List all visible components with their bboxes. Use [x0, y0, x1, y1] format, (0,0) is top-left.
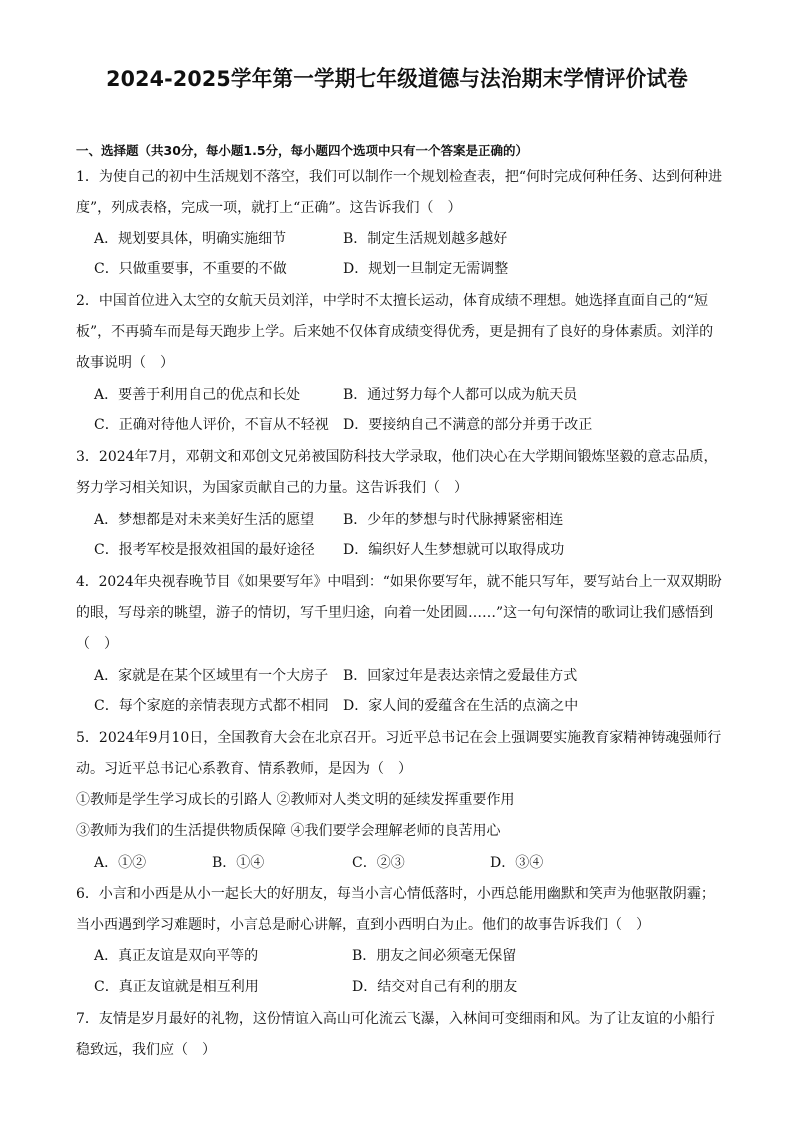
q5-option-a: A．①② — [94, 855, 147, 871]
q5-stem-line-2: 动。习近平总书记心系教育、情系教师，是因为（ ） — [76, 761, 412, 777]
q5-option-d: D．③④ — [490, 855, 544, 871]
q4-stem-line-1: 4．2024年央视春晚节目《如果要写年》中唱到：“如果你要写年，就不能只写年，要写站台上一双双期盼 — [76, 574, 722, 590]
q6-stem-line-1: 6．小言和小西是从小一起长大的好朋友，每当小言心情低落时，小西总能用幽默和笑声为他驱散阴霾； — [76, 886, 715, 902]
q4-option-d: D．家人间的爱蕴含在生活的点滴之中 — [343, 698, 579, 714]
q1-stem-line-1: 1．为使自己的初中生活规划不落空，我们可以制作一个规划检查表，把“何时完成何种任务、达到何种进 — [76, 169, 723, 185]
q4-option-c: C．每个家庭的亲情表现方式都不相同 — [94, 698, 329, 714]
q4-stem-line-2: 的眼，写母亲的眺望，游子的情切，写千里归途，向着一处团圆……”这一句句深情的歌词让我们感悟到 — [76, 605, 714, 621]
q5-stem-line-1: 5．2024年9月10日，全国教育大会在北京召开。习近平总书记在会上强调要实施教育家精神铸魂强师行 — [76, 730, 722, 746]
q1-option-a: A．规划要具体，明确实施细节 — [94, 231, 287, 247]
q4-stem-line-3: （ ） — [76, 636, 118, 652]
q3-option-c: C．报考军校是报效祖国的最好途径 — [94, 542, 315, 558]
q6-option-d: D．结交对自己有利的朋友 — [352, 979, 518, 995]
q6-stem-line-2: 当小西遇到学习难题时，小言总是耐心讲解，直到小西明白为止。他们的故事告诉我们（ ） — [76, 917, 650, 933]
q2-option-d: D．要接纳自己不满意的部分并勇于改正 — [343, 417, 593, 433]
exam-title: 2024-2025学年第一学期七年级道德与法治期末学情评价试卷 — [106, 67, 688, 92]
q5-option-b: B．①④ — [212, 855, 265, 871]
q2-option-c: C．正确对待他人评价，不盲从不轻视 — [94, 417, 329, 433]
q1-stem-line-2: 度”，列成表格，完成一项，就打上“正确”。这告诉我们（ ） — [76, 200, 462, 216]
q2-stem-line-1: 2．中国首位进入太空的女航天员刘洋，中学时不太擅长运动，体育成绩不理想。她选择直面自己的“短 — [76, 293, 709, 309]
q5-statement-line-1: ①教师是学生学习成长的引路人 ②教师对人类文明的延续发挥重要作用 — [76, 792, 515, 808]
q6-option-b: B．朋友之间必须毫无保留 — [352, 948, 517, 964]
q6-option-a: A．真正友谊是双向平等的 — [94, 948, 259, 964]
section-heading: 一、选择题（共30分，每小题1.5分，每小题四个选项中只有一个答案是正确的） — [76, 143, 529, 158]
q5-statement-line-2: ③教师为我们的生活提供物质保障 ④我们要学会理解老师的良苦用心 — [76, 823, 501, 839]
q1-option-d: D．规划一旦制定无需调整 — [343, 261, 509, 277]
q5-option-c: C．②③ — [352, 855, 405, 871]
q2-stem-line-3: 故事说明（ ） — [76, 355, 174, 371]
q7-stem-line-2: 稳致远，我们应（ ） — [76, 1042, 216, 1058]
q3-option-d: D．编织好人生梦想就可以取得成功 — [343, 542, 565, 558]
q2-stem-line-2: 板”，不再骑车而是每天跑步上学。后来她不仅体育成绩变得优秀，更是拥有了良好的身体素质。刘洋的 — [76, 324, 714, 340]
q1-option-c: C．只做重要事，不重要的不做 — [94, 261, 287, 277]
q7-stem-line-1: 7．友情是岁月最好的礼物，这份情谊入高山可化流云飞瀑，入林间可变细雨和风。为了让友谊的小船行 — [76, 1011, 715, 1027]
q2-option-a: A．要善于利用自己的优点和长处 — [94, 387, 301, 403]
q3-option-a: A．梦想都是对未来美好生活的愿望 — [94, 512, 315, 528]
q6-option-c: C．真正友谊就是相互利用 — [94, 979, 259, 995]
q4-option-b: B．回家过年是表达亲情之爱最佳方式 — [343, 668, 578, 684]
q3-stem-line-2: 努力学习相关知识，为国家贡献自己的力量。这告诉我们（ ） — [76, 480, 468, 496]
q3-option-b: B．少年的梦想与时代脉搏紧密相连 — [343, 512, 564, 528]
q3-stem-line-1: 3．2024年7月，邓朝文和邓创文兄弟被国防科技大学录取，他们决心在大学期间锻炼坚毅的意志品质， — [76, 449, 718, 465]
q4-option-a: A．家就是在某个区域里有一个大房子 — [94, 668, 329, 684]
q1-option-b: B．制定生活规划越多越好 — [343, 231, 508, 247]
q2-option-b: B．通过努力每个人都可以成为航天员 — [343, 387, 578, 403]
